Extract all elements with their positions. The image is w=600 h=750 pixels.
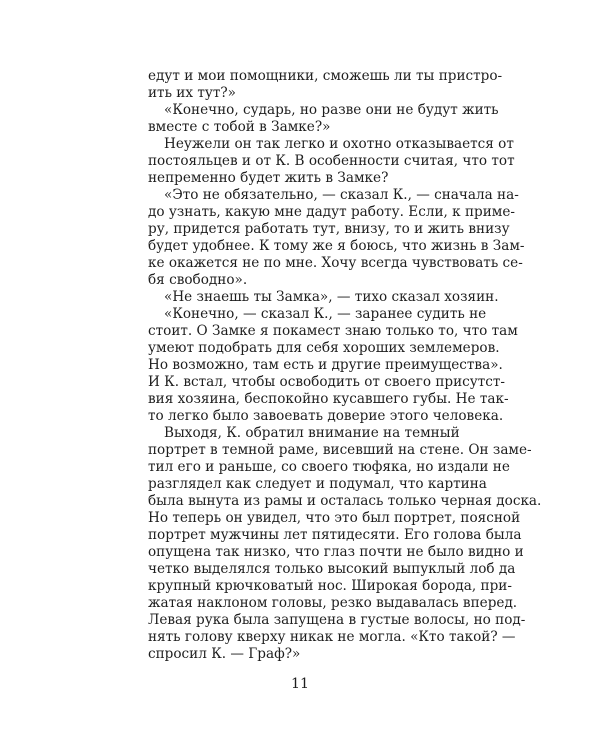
text-line: «Конечно, сударь, но разве они не будут жить [164,102,499,118]
text-line: постояльцев и от К. В особенности считая, что тот [148,153,515,169]
text-line: четко выделялся только высокий выпуклый лоб да [148,561,516,577]
text-line: то легко было завоевать доверие этого человека. [148,408,504,424]
text-line: спросил К. — Граф?» [148,646,301,662]
text-line: крупный крючковатый нос. Широкая борода, при- [148,578,512,594]
text-line: ить их тут?» [148,85,236,101]
text-line: непременно будет жить в Замке? [148,170,389,186]
text-line: портрет мужчины лет пятидесяти. Его голова была [148,527,522,543]
text-line: вместе с тобой в Замке?» [148,119,331,135]
text-line: портрет в темной раме, висевший на стене. Он заме- [148,442,532,458]
text-line: стоит. О Замке я покамест знаю только то, что там [148,323,518,339]
text-line: умеют подобрать для себя хороших землемеров. [148,340,500,356]
text-line: И К. встал, чтобы освободить от своего присутст- [148,374,506,390]
text-line: Левая рука была запущена в густые волосы, но под- [148,612,526,628]
text-line: ру, придется работать тут, внизу, то и жить внизу [148,221,510,237]
text-line: опущена так низко, что глаз почти не было видно и [148,544,524,560]
text-line: Но теперь он увидел, что это был портрет, поясной [148,510,521,526]
page-number: 11 [290,676,310,692]
text-line: едут и мои помощники, сможешь ли ты пристро- [148,68,503,84]
text-line: Выходя, К. обратил внимание на темный [164,425,460,441]
text-line: до узнать, какую мне дадут работу. Если, к приме- [148,204,516,220]
text-line: Но возможно, там есть и другие преимущества». [148,357,503,373]
text-line: «Это не обязательно, — сказал К., — сначала на- [164,187,519,203]
text-line: тил его и раньше, со своего тюфяка, но издали не [148,459,510,475]
text-line: жатая наклоном головы, резко выдавалась вперед. [148,595,518,611]
text-line: разглядел как следует и подумал, что картина [148,476,487,492]
text-line: была вынута из рамы и осталась только черная доска. [148,493,542,509]
text-line: нять голову кверху никак не могла. «Кто такой? — [148,629,516,645]
text-line: «Не знаешь ты Замка», — тихо сказал хозяин. [164,289,499,305]
text-line: «Конечно, — сказал К., — заранее судить не [164,306,487,322]
text-line: бя свободно». [148,272,248,288]
text-line: будет удобнее. К тому же я боюсь, что жизнь в Зам- [148,238,525,254]
text-line: вия хозяина, беспокойно кусавшего губы. Не так- [148,391,509,407]
text-line: Неужели он так легко и охотно отказывается от [164,136,514,152]
text-line: ке окажется не по мне. Хочу всегда чувствовать се- [148,255,523,271]
